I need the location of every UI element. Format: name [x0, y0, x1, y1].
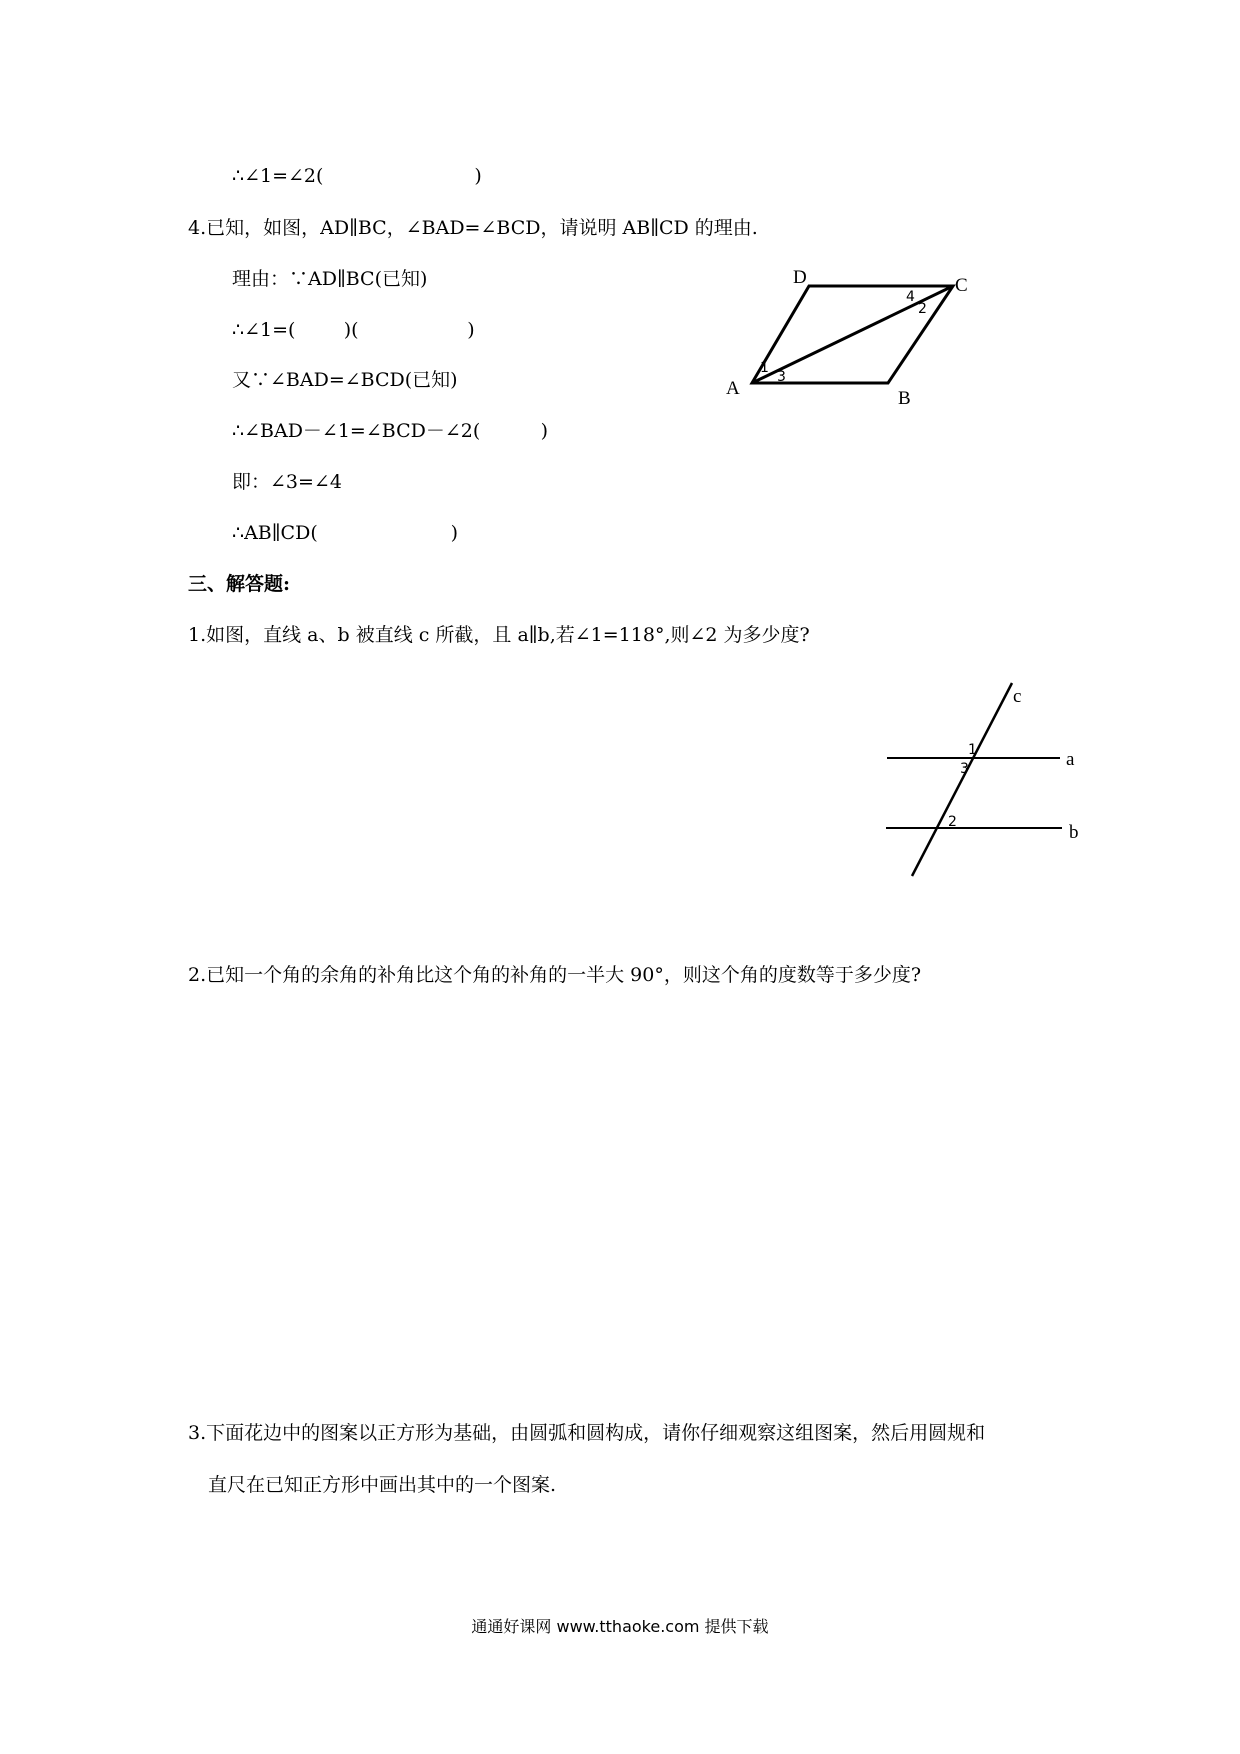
- q4-step-1: 理由：∵AD∥BC(已知): [232, 268, 428, 290]
- q4-step-3: 又∵∠BAD=∠BCD(已知): [232, 369, 458, 391]
- line-b-label: b: [1069, 822, 1079, 843]
- angle-4-label: 4: [906, 289, 915, 305]
- s3-q2-prompt: 2.已知一个角的余角的补角比这个角的补角的一半大 90°，则这个角的度数等于多少度?: [188, 964, 922, 986]
- q4-step-2: ∴∠1=( )( ): [232, 319, 475, 341]
- angle-3-label: 3: [777, 369, 786, 385]
- angle-2-label: 2: [918, 301, 927, 317]
- line-c: [912, 683, 1012, 876]
- line-a-label: a: [1066, 749, 1075, 770]
- section-3-title: 三、解答题:: [188, 573, 291, 595]
- vertex-a-label: A: [726, 378, 740, 399]
- vertex-c-label: C: [955, 275, 968, 296]
- angle-1-label: 1: [760, 360, 769, 376]
- s3-q3-prompt-line1: 3.下面花边中的图案以正方形为基础，由圆弧和圆构成，请你仔细观察这组图案，然后用圆规和: [188, 1422, 986, 1444]
- top-conclusion-line: ∴∠1=∠2( ): [232, 165, 482, 187]
- vertex-b-label: B: [898, 388, 911, 409]
- angle-2-label: 2: [948, 814, 957, 830]
- line-c-label: c: [1013, 686, 1022, 707]
- angle-3-label: 3: [960, 761, 969, 777]
- s3-q3-prompt-line2: 直尺在已知正方形中画出其中的一个图案.: [208, 1474, 557, 1496]
- footer-credit: 通通好课网 www.tthaoke.com 提供下载: [471, 1617, 769, 1636]
- angle-1-label: 1: [968, 742, 977, 758]
- q4-step-4: ∴∠BAD－∠1=∠BCD－∠2( ): [232, 420, 549, 442]
- s3-q1-prompt: 1.如图，直线 a、b 被直线 c 所截，且 a∥b,若∠1=118°,则∠2 为多少度?: [188, 624, 810, 646]
- q4-prompt: 4.已知，如图，AD∥BC，∠BAD=∠BCD，请说明 AB∥CD 的理由.: [188, 217, 758, 239]
- q4-step-5: 即：∠3=∠4: [232, 471, 342, 493]
- q4-step-6: ∴AB∥CD( ): [232, 522, 459, 544]
- vertex-d-label: D: [793, 267, 807, 288]
